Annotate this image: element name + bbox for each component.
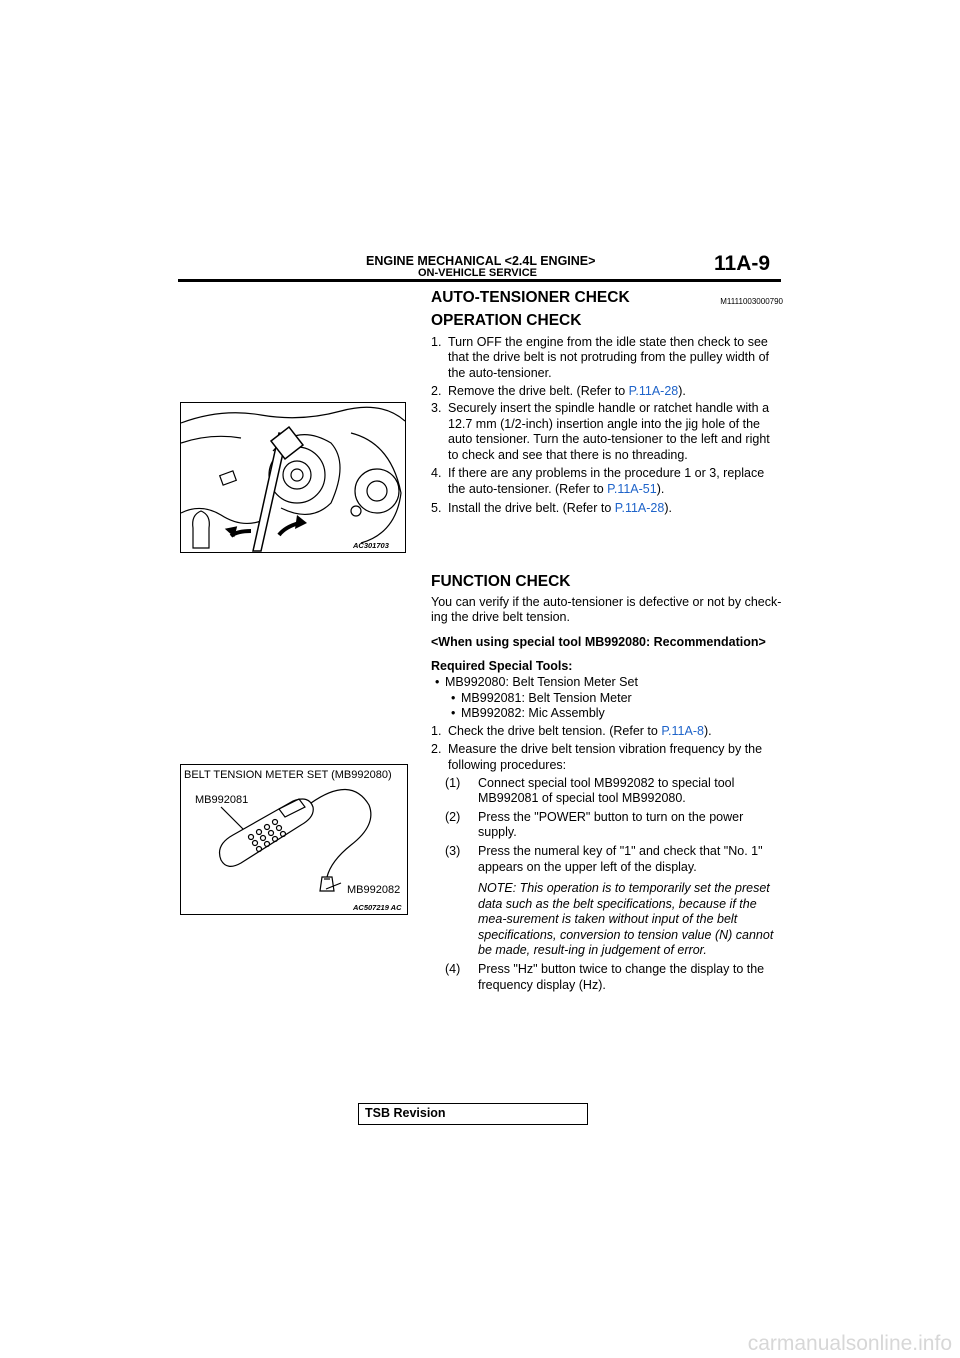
operation-step: 1. Turn OFF the engine from the idle state then check to see that the drive belt is not protruding from the pulley width of the auto-tensioner. bbox=[431, 334, 770, 380]
figure-title: BELT TENSION METER SET (MB992080) bbox=[184, 769, 392, 781]
callout-mb992082: MB992082 bbox=[347, 884, 401, 896]
header-rule bbox=[178, 279, 781, 282]
function-step: 1. Check the drive belt tension. (Refer to P.11A-8). bbox=[431, 723, 712, 738]
function-substep: (3) Press the numeral key of "1" and check that "No. 1" appears on the upper left of the display. bbox=[445, 843, 763, 874]
reference-link[interactable]: P.11A-28 bbox=[628, 384, 679, 399]
auto-tensioner-illustration bbox=[181, 403, 405, 552]
figure-label: AC301703 bbox=[353, 541, 389, 550]
function-check-condition: <When using special tool MB992080: Recommendation> bbox=[431, 634, 766, 649]
function-check-title: FUNCTION CHECK bbox=[431, 573, 571, 590]
note-text: NOTE: This operation is to temporarily set the preset data such as the belt specifications, because if the mea-surement is taken without input of the belt specifications, conversion to tension value (N) cannot be made, result-ing in judgement of error. bbox=[478, 881, 774, 958]
tsb-revision-label: TSB Revision bbox=[365, 1106, 446, 1120]
operation-step: 4. If there are any problems in the procedure 1 or 3, replace the auto-tensioner. (Refer to P.11A-51). bbox=[431, 466, 765, 496]
reference-link[interactable]: P.11A-51 bbox=[607, 481, 657, 496]
function-substep: (2) Press the "POWER" button to turn on the power supply. bbox=[445, 809, 744, 840]
tension-meter-illustration bbox=[181, 765, 407, 914]
auto-tensioner-check-title: AUTO-TENSIONER CHECK bbox=[431, 289, 630, 306]
reference-link[interactable]: P.11A-8 bbox=[661, 723, 704, 738]
watermark: carmanualsonline.info bbox=[747, 1332, 952, 1355]
function-substep: (1) Connect special tool MB992082 to special tool MB992081 of special tool MB992080. bbox=[445, 775, 735, 806]
tool-item: • MB992082: Mic Assembly bbox=[451, 706, 605, 721]
tsb-revision-box bbox=[358, 1103, 588, 1125]
belt-tension-meter-figure bbox=[180, 764, 408, 915]
callout-mb992081: MB992081 bbox=[195, 794, 249, 806]
operation-check-section bbox=[431, 313, 783, 516]
function-substep: (4) Press "Hz" button twice to change the display to the frequency display (Hz). bbox=[445, 962, 765, 992]
function-check-section bbox=[431, 574, 783, 993]
operation-step: 2. Remove the drive belt. (Refer to P.11A-28). bbox=[431, 384, 686, 399]
operation-check-title: OPERATION CHECK bbox=[431, 312, 582, 329]
function-step: 2. Measure the drive belt tension vibration frequency by the following procedures: bbox=[431, 742, 763, 772]
operation-step: 3. Securely insert the spindle handle or ratchet handle with a 12.7 mm (1/2-inch) insertion angle into the jig hole of the auto tensioner. Turn the auto-tensioner to the left and right to check and see that there is no threading. bbox=[431, 400, 770, 462]
auto-tensioner-figure bbox=[180, 402, 406, 553]
operation-step: 5. Install the drive belt. (Refer to P.11A-28). bbox=[431, 500, 672, 515]
tool-item: • MB992081: Belt Tension Meter bbox=[451, 690, 632, 705]
auto-tensioner-heading-block bbox=[431, 290, 783, 310]
subsection-title: ON-VEHICLE SERVICE bbox=[418, 267, 537, 279]
function-check-intro: You can verify if the auto-tensioner is defective or not by check-ing the drive belt tension. bbox=[431, 594, 782, 625]
figure-label: AC507219 AC bbox=[353, 903, 402, 912]
page-number: 11A-9 bbox=[714, 252, 771, 275]
required-tools-heading: Required Special Tools: bbox=[431, 659, 573, 674]
tool-item: • MB992080: Belt Tension Meter Set bbox=[435, 674, 638, 689]
document-code: M1111003000790 bbox=[720, 297, 783, 306]
reference-link[interactable]: P.11A-28 bbox=[614, 500, 665, 515]
section-title: ENGINE MECHANICAL <2.4L ENGINE> bbox=[366, 254, 596, 268]
